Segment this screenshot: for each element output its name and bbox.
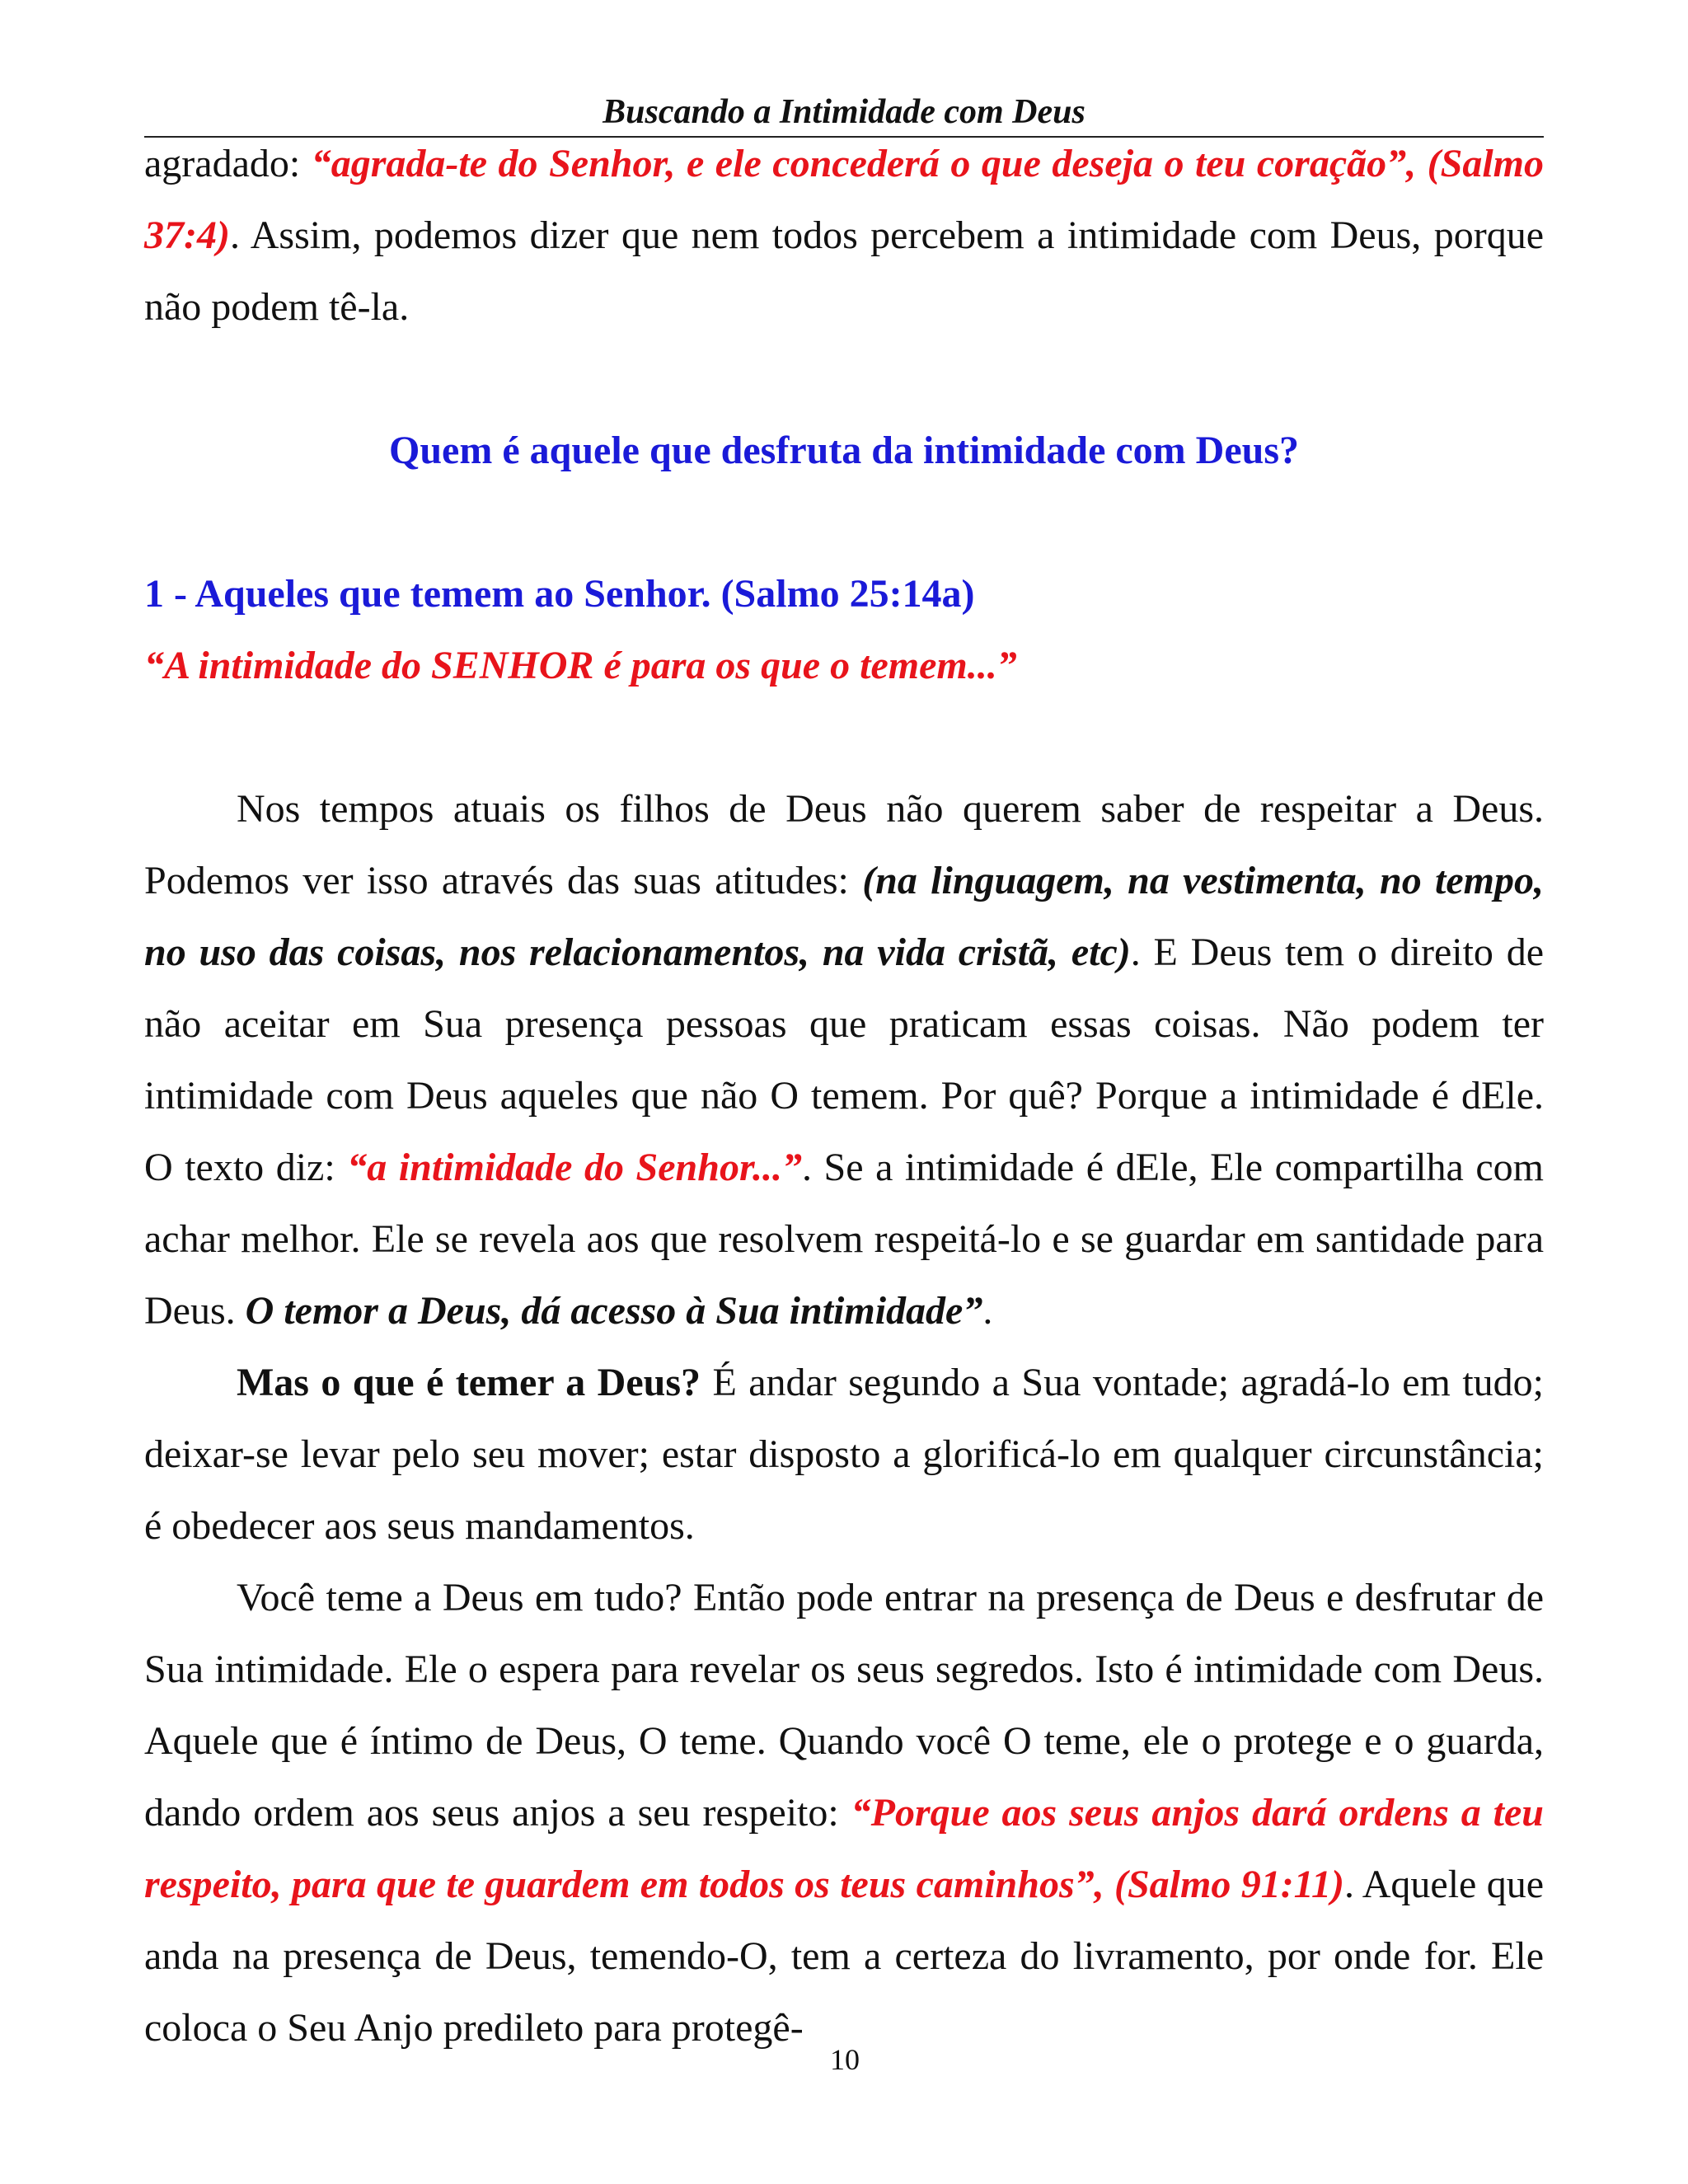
body-paragraph xyxy=(144,773,1544,1347)
body-text: . Se a intimidade é dEle, Ele compartilha com achar melhor. Ele se revela aos que resolvem respeitá-lo e se guardar em santidade para Deus. xyxy=(144,1146,1545,1333)
verse-quote: “A intimidade do SENHOR é para os que o temem...” xyxy=(144,644,1017,687)
body-text: . xyxy=(982,1289,993,1333)
body-text: . Aquele que anda na presença de Deus, temendo-O, tem a certeza do livramento, por onde for. Ele coloca o Seu Anjo predileto para protegê- xyxy=(144,1863,1545,2050)
section-heading: Quem é aquele que desfruta da intimidade com Deus? xyxy=(389,429,1299,472)
page-content xyxy=(144,128,1544,2064)
scripture-quote: “a intimidade do Senhor...” xyxy=(347,1146,802,1189)
intro-paragraph xyxy=(144,128,1544,343)
spacer xyxy=(144,343,1544,415)
spacer xyxy=(144,701,1544,773)
body-text: Você teme a Deus em tudo? Então pode entrar na presença de Deus e desfrutar de Sua intimidade. Ele o espera para revelar os seus segredos. Isto é intimidade com Deus. Aquele que é íntimo de Deus, O teme. Quando você O teme, ele o protege e o guarda, dando ordem aos seus anjos a seu respeito: xyxy=(144,1576,1544,1835)
bold-question: Mas o que é temer a Deus? xyxy=(237,1361,701,1404)
emphasis-text: (na linguagem, na vestimenta, no tempo, no uso das coisas, nos relacionamentos, na vida cristã, etc) xyxy=(144,859,1544,974)
body-text: . E Deus tem o direito de não aceitar em Sua presença pessoas que praticam essas coisas. Não podem ter intimidade com Deus aqueles que não O temem. Por quê? Porque a intimidade é dEle. O texto diz: xyxy=(144,930,1544,1189)
body-paragraph xyxy=(144,1347,1544,1562)
body-text: Nos tempos atuais os filhos de Deus não querem saber de respeitar a Deus. Podemos ver isso através das suas atitudes: xyxy=(144,787,1544,902)
scripture-quote: “Porque aos seus anjos dará ordens a teu respeito, para que te guardem em todos os teus caminhos”, (Salmo 91:11) xyxy=(144,1791,1545,1906)
page-number: 10 xyxy=(830,2043,860,2076)
emphasis-text: O temor a Deus, dá acesso à Sua intimidade” xyxy=(245,1289,983,1333)
intro-text: agradado: xyxy=(144,142,312,185)
body-text: É andar segundo a Sua vontade; agradá-lo em tudo; deixar-se levar pelo seu mover; estar disposto a glorificá-lo em qualquer circunstância; é obedecer aos seus mandamentos. xyxy=(144,1361,1544,1548)
scripture-quote: “agrada-te do Senhor, e ele concederá o que deseja o teu coração”, (Salmo 37:4) xyxy=(144,142,1545,257)
body-paragraph xyxy=(144,1562,1544,2064)
spacer xyxy=(144,486,1544,558)
intro-text: . Assim, podemos dizer que nem todos percebem a intimidade com Deus, porque não podem tê-la. xyxy=(144,213,1544,329)
point-heading: 1 - Aqueles que temem ao Senhor. (Salmo 25:14a) xyxy=(144,572,975,616)
running-header: Buscando a Intimidade com Deus xyxy=(603,93,1085,131)
